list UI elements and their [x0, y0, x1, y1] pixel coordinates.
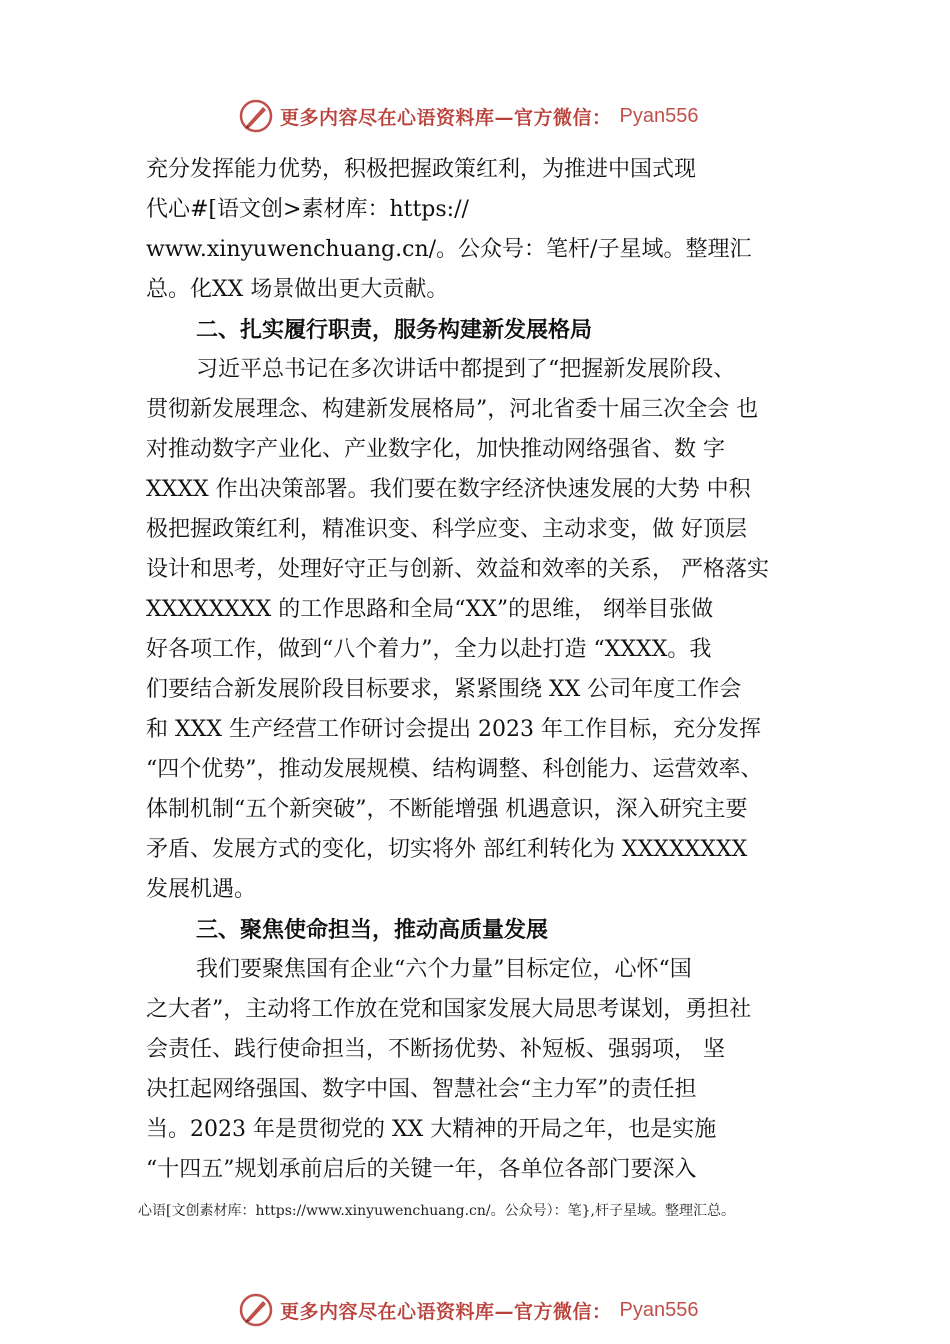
section-heading-3: 三、聚焦使命担当，推动高质量发展: [196, 917, 549, 943]
paragraph-line: 设计和思考，处理好守正与创新、效益和效率的关系， 严格落实: [146, 557, 769, 582]
paragraph-line: 们要结合新发展阶段目标要求，紧紧围绕 XX 公司年度工作会: [146, 677, 742, 702]
footer-banner: [238, 1290, 698, 1330]
paragraph-line: 会责任、践行使命担当，不断扬优势、补短板、强弱项， 坚: [146, 1037, 725, 1062]
paragraph-line: www.xinyuwenchuang.cn/。公众号：笔杆/子星域。整理汇: [146, 237, 752, 262]
paragraph-line: 好各项工作，做到“八个着力”，全力以赴打造 “XXXX。我: [146, 637, 712, 662]
footnote: 心语[文创素材库：https://www.xinyuwenchuang.cn/。公众号）：笔},杆子星域。整理汇总。: [138, 1203, 735, 1219]
paragraph-line: 对推动数字产业化、产业数字化，加快推动网络强省、数 字: [146, 437, 725, 462]
document-body: [146, 150, 836, 1190]
paragraph-line: 发展机遇。: [146, 877, 257, 902]
pen-logo-icon: [238, 1292, 274, 1328]
paragraph-line: 之大者”，主动将工作放在党和国家发展大局思考谋划，勇担社: [146, 997, 752, 1022]
paragraph-line: XXXX 作出决策部署。我们要在数字经济快速发展的大势 中积: [146, 477, 751, 502]
paragraph-line: 代心#[语文创>素材库：https://: [146, 197, 469, 222]
banner-wechat-id: Pyan556: [619, 1298, 699, 1321]
paragraph-line: 我们要聚焦国有企业“六个力量”目标定位，心怀“国: [196, 957, 692, 982]
section-heading-2: 二、扎实履行职责，服务构建新发展格局: [196, 317, 593, 343]
paragraph-line: “四个优势”，推动发展规模、结构调整、科创能力、运营效率、: [146, 757, 763, 782]
paragraph-line: 习近平总书记在多次讲话中都提到了“把握新发展阶段、: [196, 357, 736, 382]
paragraph-line: 矛盾、发展方式的变化，切实将外 部红利转化为 XXXXXXXX: [146, 837, 748, 862]
paragraph-line: 贯彻新发展理念、构建新发展格局”，河北省委十届三次全会 也: [146, 397, 759, 422]
paragraph-line: 和 XXX 生产经营工作研讨会提出 2023 年工作目标，充分发挥: [146, 717, 761, 742]
paragraph-line: 充分发挥能力优势，积极把握政策红利，为推进中国式现: [146, 157, 697, 182]
paragraph-line: 总。化XX 场景做出更大贡献。: [146, 277, 449, 302]
paragraph-line: 决扛起网络强国、数字中国、智慧社会“主力军”的责任担: [146, 1077, 697, 1102]
banner-text: 更多内容尽在心语资料库—官方微信：: [280, 106, 612, 129]
header-banner: [238, 96, 698, 136]
pen-logo-icon: [238, 98, 274, 134]
banner-text: 更多内容尽在心语资料库—官方微信：: [280, 1300, 612, 1323]
banner-wechat-id: Pyan556: [619, 104, 699, 127]
paragraph-line: 体制机制“五个新突破”，不断能增强 机遇意识，深入研究主要: [146, 797, 748, 822]
paragraph-line: 极把握政策红利，精准识变、科学应变、主动求变，做 好顶层: [146, 517, 747, 542]
paragraph-line: XXXXXXXX 的工作思路和全局“XX”的思维， 纲举目张做: [146, 597, 714, 622]
paragraph-line: “十四五”规划承前启后的关键一年，各单位各部门要深入: [146, 1157, 697, 1182]
paragraph-line: 当。2023 年是贯彻党的 XX 大精神的开局之年，也是实施: [146, 1117, 717, 1142]
